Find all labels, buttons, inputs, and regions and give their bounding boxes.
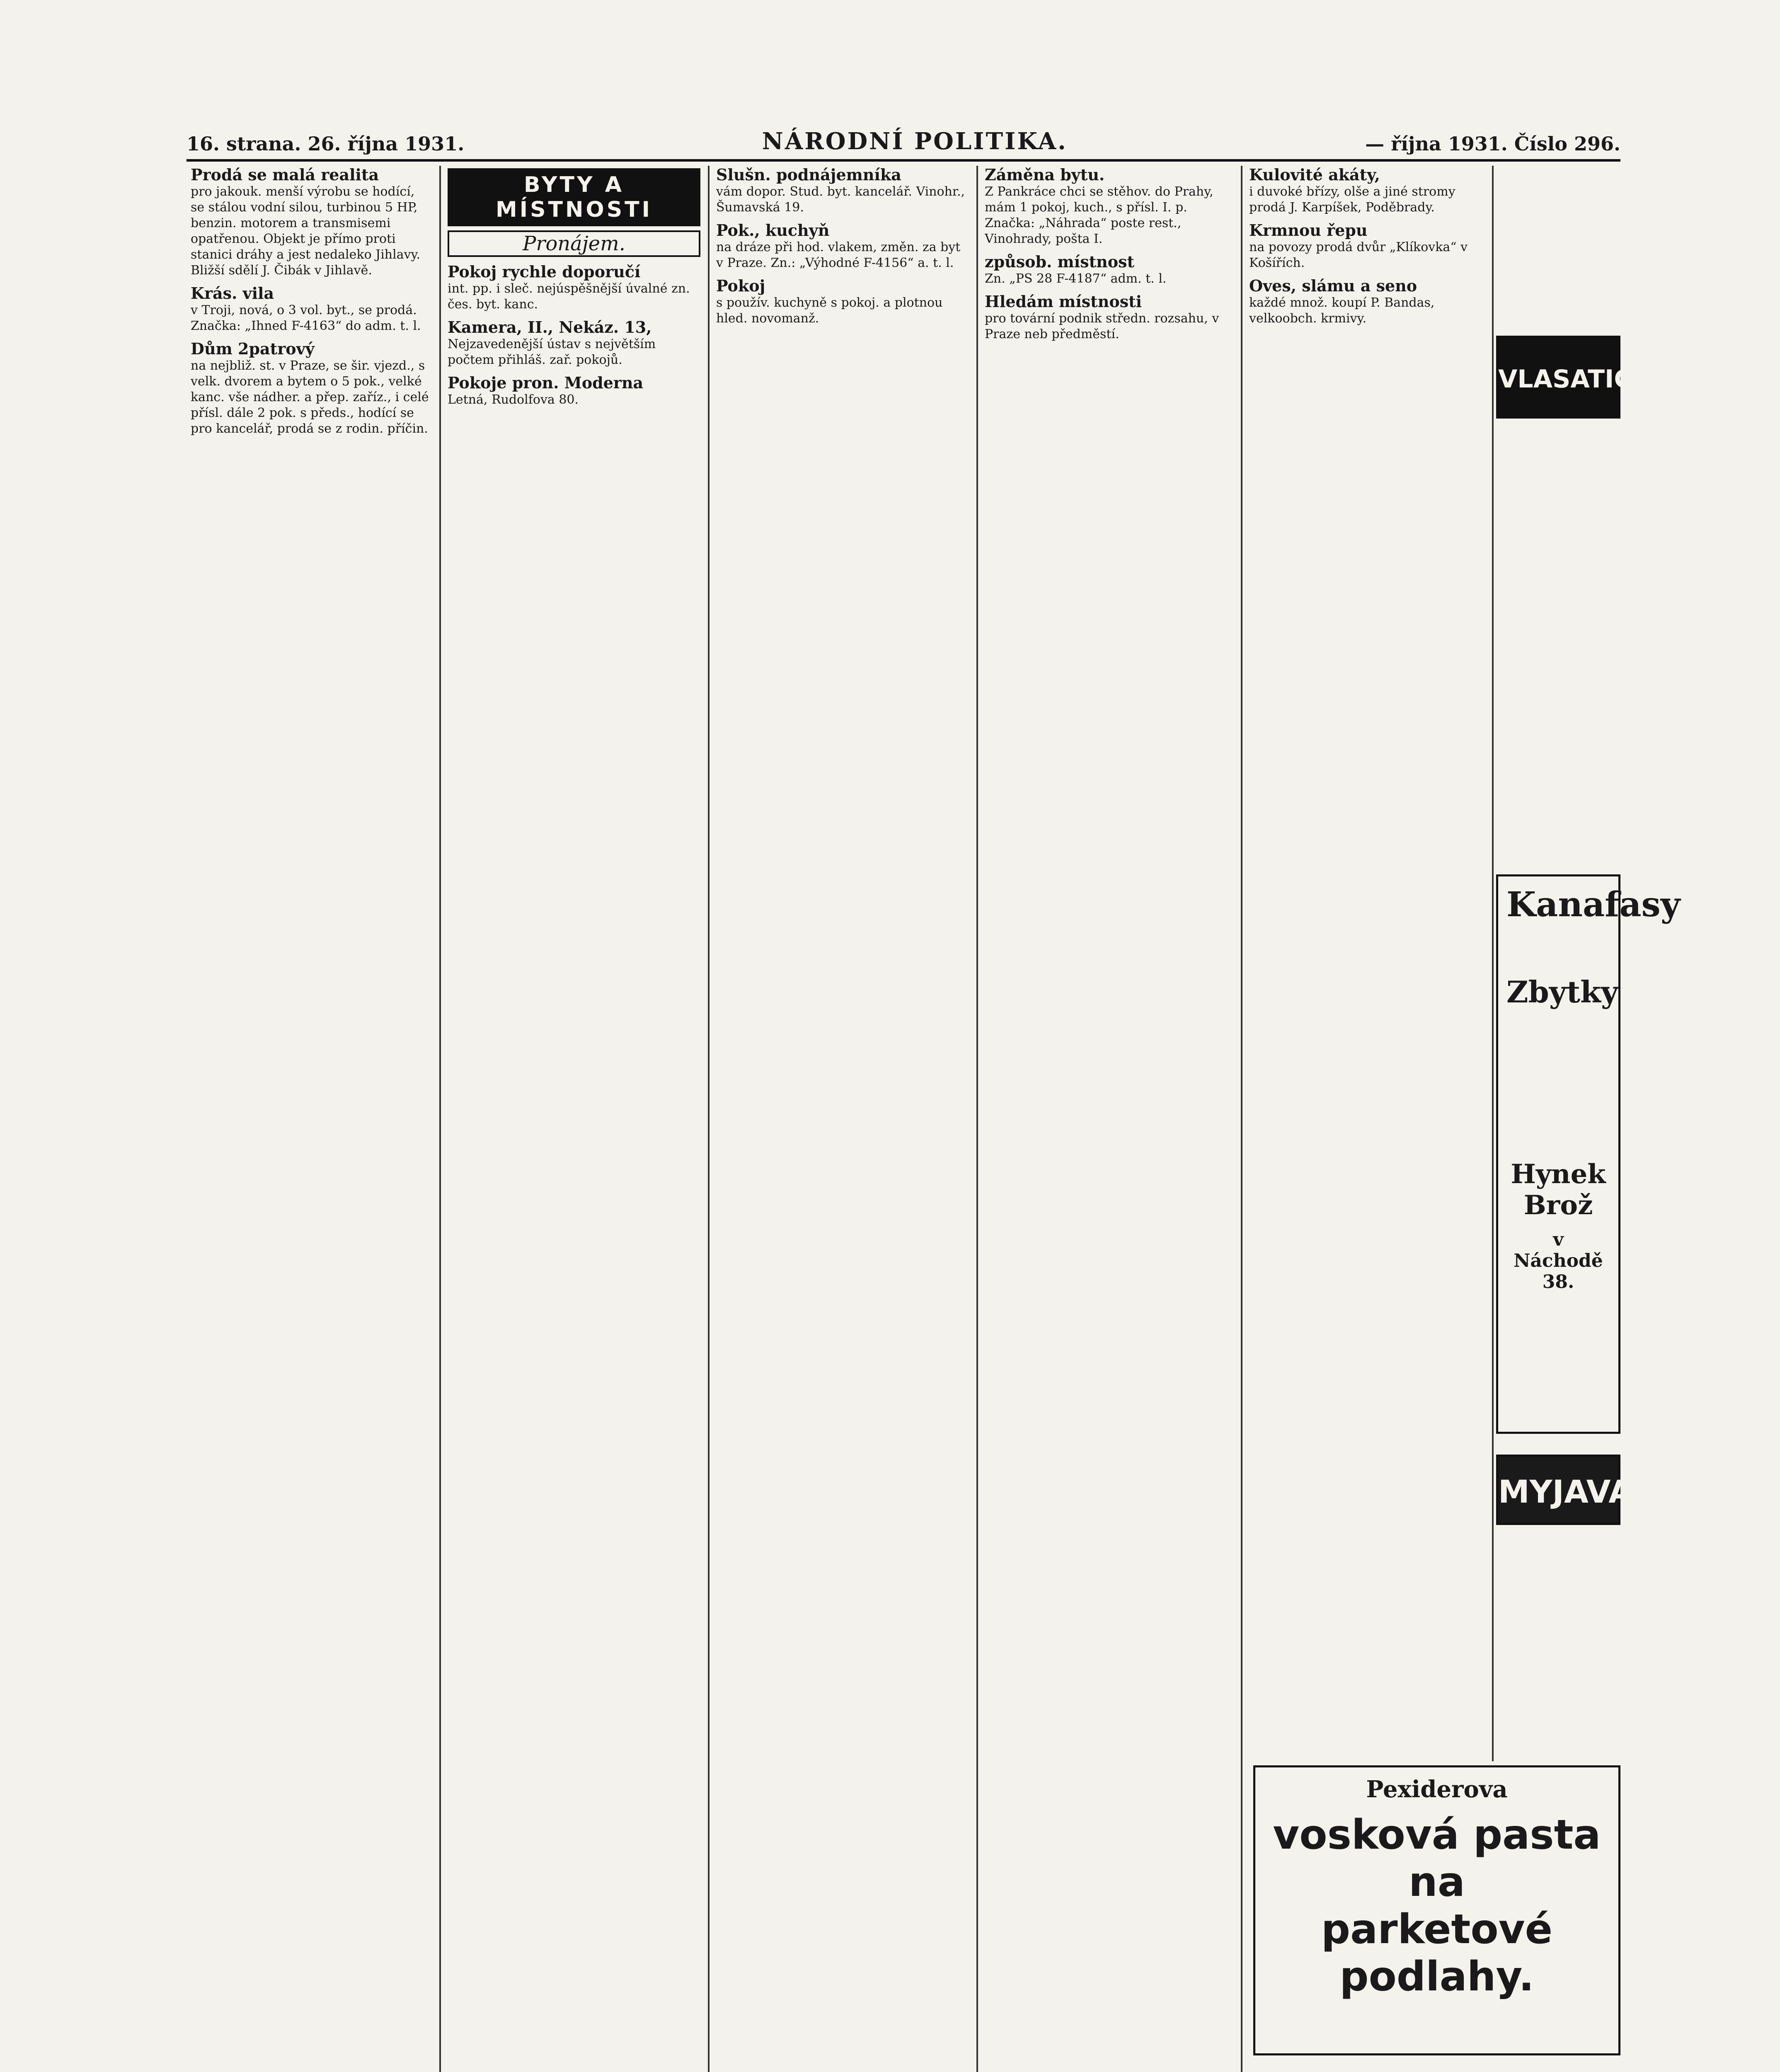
- pexider-ad: [1253, 1765, 1620, 2055]
- classified-ad: Pokoj rychle doporučí int. pp. i sleč. nejúspěšnější úvalné zn. čes. byt. kanc.: [448, 262, 690, 312]
- header-right: — října 1931. Číslo 296.: [1365, 133, 1620, 155]
- column-rule: [708, 166, 710, 2072]
- kanafasy-ad: [1496, 874, 1681, 1434]
- classified-ad: Slušn. podnájemníka vám dopor. Stud. byt. kancelář. Vinohr., Šumavská 19.: [716, 166, 965, 215]
- classified-ad: Pokoj s použív. kuchyně s pokoj. a plotnou hled. novomanž.: [716, 276, 943, 326]
- column-4: [981, 166, 1238, 2072]
- section-heading: BYTY A MÍSTNOSTI: [448, 168, 700, 226]
- column-rule: [976, 166, 978, 2072]
- classified-ad: Krás. vila v Troji, nová, o 3 vol. byt., se prodá. Značka: „Ihned F-4163“ do adm. t. l.: [191, 284, 421, 333]
- classified-ad: Pokoje pron. Moderna Letná, Rudolfova 80.: [448, 373, 644, 407]
- column-3: [712, 166, 973, 2072]
- classified-ad: Dům 2patrový na nejbliž. st. v Praze, se šir. vjezd., s velk. dvorem a bytem o 5 pok., velké kanc. vše nádher. a přep. zaříz., i celé přísl. dále 2 pok. s předs., hodící se pro kancelář, prodá se z rodin. příčin.: [191, 339, 429, 436]
- vlasatice-ad: VLASATICE: [1496, 336, 1620, 419]
- firm-city: v Náchodě 38.: [1514, 1229, 1603, 1293]
- myjava-ad: MYJAVA: [1496, 1455, 1620, 1525]
- masthead-title: NÁRODNÍ POLITIKA.: [762, 128, 1068, 155]
- classified-ad: způsob. místnost Zn. „PS 28 F-4187“ adm. t. l.: [985, 252, 1167, 286]
- pexider-headline: vosková pasta na: [1273, 1811, 1601, 1906]
- column-rule: [1241, 166, 1242, 2072]
- page-header: [186, 128, 1620, 162]
- classified-ad: Krmnou řepu na povozy prodá dvůr „Klíkovka“ v Košířích.: [1249, 221, 1468, 270]
- classified-ad: Hledám místnosti pro tovární podnik středn. rozsahu, v Praze neb předměstí.: [985, 292, 1219, 341]
- classified-ad: Pok., kuchyň na dráze při hod. vlakem, změn. za byt v Praze. Zn.: „Výhodné F-4156“ a. t. l.: [716, 221, 961, 270]
- column-5: [1245, 166, 1489, 1761]
- column-rule: [439, 166, 441, 2072]
- classified-ad: Prodá se malá realita pro jakouk. menší výrobu se hodící, se stálou vodní silou, turbinou 5 HP, benzin. motorem a transmisemi opatřenou. Objekt je přímo proti stanici dráhy a jest nedaleko Jihlavy. Bližší sdělí J. Čibák v Jihlavě.: [191, 166, 421, 278]
- classified-ad: Kamera, II., Nekáz. 13, Nejzavedenější ústav s největším počtem přihláš. zař. pokojů.: [448, 318, 656, 367]
- subsection-heading: Pronájem.: [448, 230, 700, 257]
- kanafasy-title: Kanafasy: [1506, 885, 1681, 925]
- firm-name: Hynek Brož: [1511, 1159, 1606, 1221]
- classified-ad: Oves, slámu a seno každé množ. koupí P. Bandas, velkoobch. krmivy.: [1249, 276, 1435, 326]
- column-rule: [1492, 166, 1494, 1761]
- column-1: [186, 166, 435, 2072]
- zbytky-title: Zbytky: [1506, 974, 1618, 1009]
- header-left: 16. strana. 26. října 1931.: [186, 133, 465, 155]
- column-2: [443, 166, 705, 2072]
- pexider-headline-2: parketové podlahy.: [1321, 1906, 1553, 2000]
- pexider-brand: Pexiderova: [1366, 1776, 1508, 1803]
- classified-ad: Kulovité akáty, i duvoké břízy, olše a jiné stromy prodá J. Karpíšek, Poděbrady.: [1249, 166, 1455, 215]
- classified-ad: Záměna bytu. Z Pankráce chci se stěhov. do Prahy, mám 1 pokoj, kuch., s přísl. I. p. Značka: „Náhrada“ poste rest., Vinohrady, pošta I.: [985, 166, 1213, 246]
- newspaper-page: [186, 128, 1681, 2072]
